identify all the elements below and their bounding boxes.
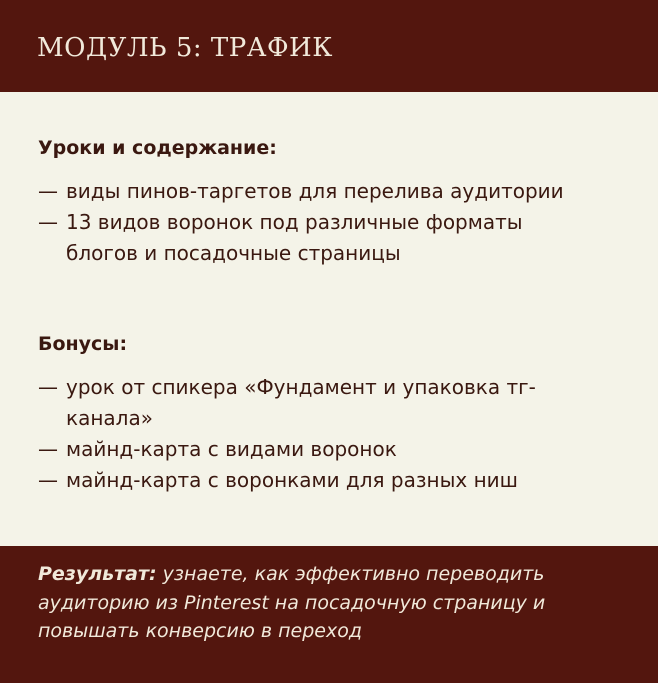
result-label: Результат: [38,563,157,585]
dash: — [38,437,58,461]
bonuses-heading: Бонусы: [38,333,128,355]
list-item [38,465,598,496]
lessons-heading: Уроки и содержание: [38,137,277,159]
dash: — [38,179,58,203]
result-description: узнаете, как эффективно переводить аудиторию из Pinterest на посадочную страницу и повышать конверсию в переход [38,563,546,642]
dash: — [38,210,58,234]
lessons-list [38,176,598,269]
bonuses-list [38,372,598,496]
module-content [0,92,658,546]
list-item-text: виды пинов-таргетов для перелива аудитории [66,179,564,203]
list-item-text: майнд-карта с видами воронок [66,437,397,461]
list-item-text: урок от спикера «Фундамент и упаковка тг-канала» [66,375,536,430]
result-footer [0,546,658,683]
list-item [38,372,598,434]
dash: — [38,468,58,492]
list-item-text: майнд-карта с воронками для разных ниш [66,468,518,492]
list-item [38,207,598,269]
module-title: МОДУЛЬ 5: ТРАФИК [37,33,333,63]
list-item-text: 13 видов воронок под различные форматы блогов и посадочные страницы [66,210,523,265]
dash: — [38,375,58,399]
module-header [0,0,658,92]
result-text [38,560,638,646]
list-item [38,176,598,207]
list-item [38,434,598,465]
